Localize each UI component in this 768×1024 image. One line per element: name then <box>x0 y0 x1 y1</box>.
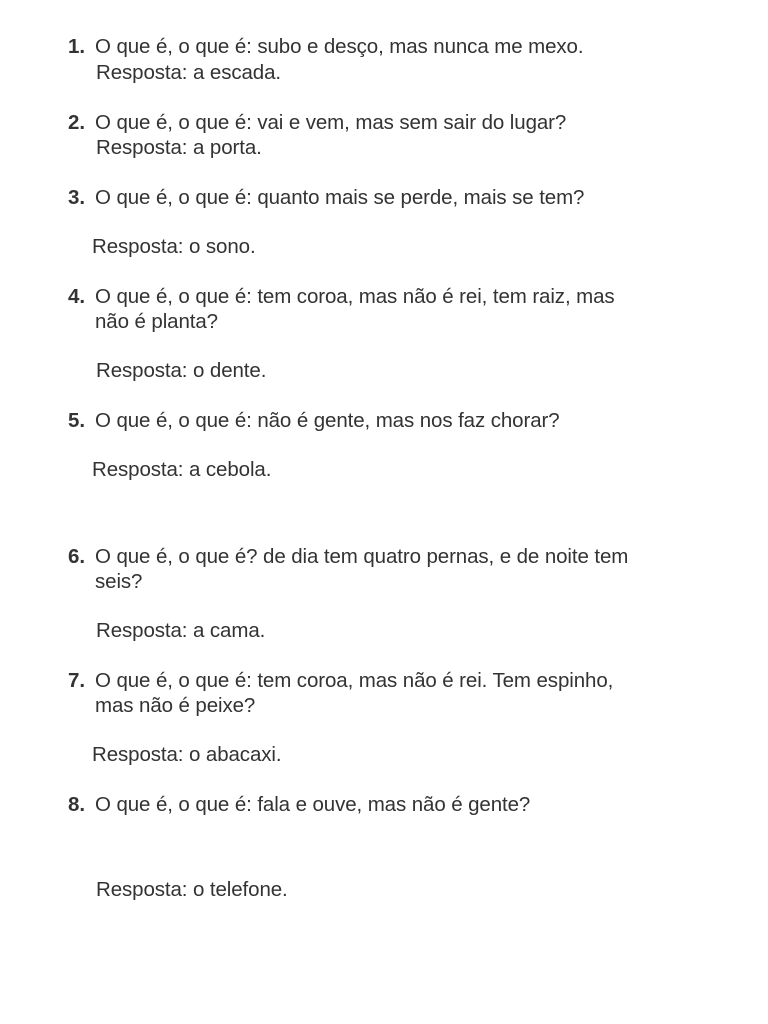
riddle-question: O que é, o que é: não é gente, mas nos faz chorar? <box>95 409 560 432</box>
riddle-question-line-2: mas não é peixe? <box>95 694 256 717</box>
riddle-question-line-1: O que é, o que é: tem coroa, mas não é rei, tem raiz, mas <box>95 285 615 308</box>
riddle-answer: Resposta: o abacaxi. <box>92 743 282 766</box>
riddle-answer: Resposta: a cebola. <box>92 458 272 481</box>
riddle-question: O que é, o que é: quanto mais se perde, mais se tem? <box>95 186 585 209</box>
riddle-number: 3. <box>68 186 86 209</box>
riddle-question-line-1: O que é, o que é? de dia tem quatro pernas, e de noite tem <box>95 545 629 568</box>
riddle-question: O que é, o que é: vai e vem, mas sem sair do lugar? <box>95 111 567 134</box>
riddle-number: 8. <box>68 793 86 816</box>
riddle-question-line-2: não é planta? <box>95 310 218 333</box>
riddle-answer: Resposta: o sono. <box>92 235 256 258</box>
riddle-question-line-2: seis? <box>95 570 143 593</box>
riddle-answer: Resposta: a escada. <box>96 61 281 84</box>
riddle-number: 7. <box>68 669 86 692</box>
riddle-question-line-1: O que é, o que é: tem coroa, mas não é rei. Tem espinho, <box>95 669 614 692</box>
riddle-number: 4. <box>68 285 86 308</box>
riddle-number: 2. <box>68 111 86 134</box>
riddle-number: 5. <box>68 409 86 432</box>
riddle-number: 1. <box>68 35 86 58</box>
riddle-answer: Resposta: o telefone. <box>96 878 288 901</box>
riddle-number: 6. <box>68 545 86 568</box>
riddle-question: O que é, o que é: subo e desço, mas nunca me mexo. <box>95 35 584 58</box>
riddle-answer: Resposta: a porta. <box>96 136 262 159</box>
riddle-answer: Resposta: o dente. <box>96 359 267 382</box>
riddle-question: O que é, o que é: fala e ouve, mas não é gente? <box>95 793 531 816</box>
riddle-answer: Resposta: a cama. <box>96 619 266 642</box>
